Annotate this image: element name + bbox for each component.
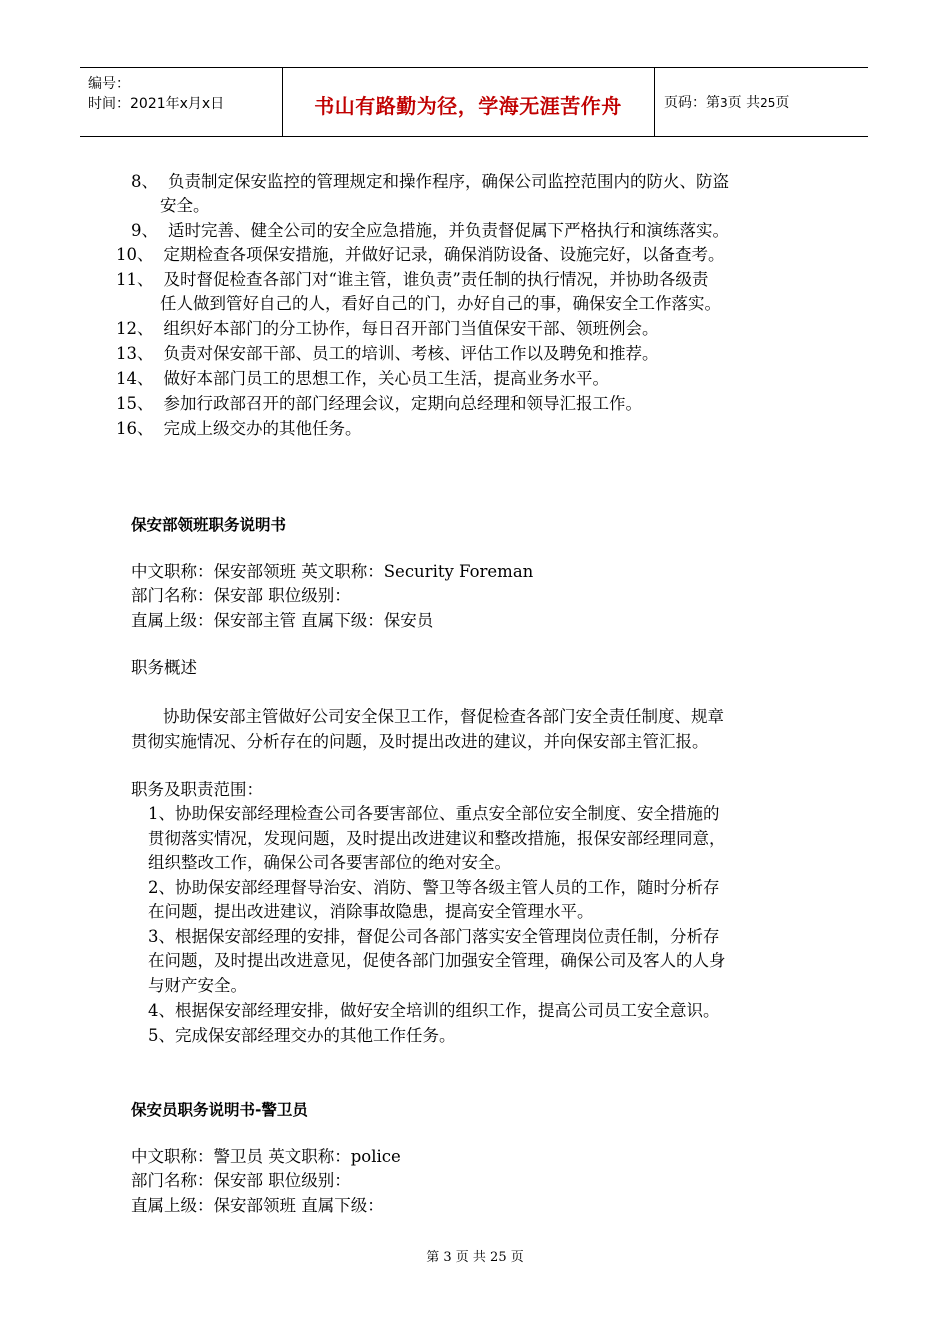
scope-line: 1、协助保安部经理检查公司各要害部位、重点安全部位安全制度、安全措施的 [148, 804, 720, 823]
duty-item-16: 16、 完成上级交办的其他任务。 [116, 419, 362, 438]
overview-paragraph-line: 协助保安部主管做好公司安全保卫工作，督促检查各部门安全责任制度、规章 [163, 707, 724, 726]
page-current: 3 [720, 96, 728, 110]
duty-item-15: 15、 参加行政部召开的部门经理会议，定期向总经理和领导汇报工作。 [116, 394, 642, 413]
duty-item-8: 8、 负责制定保安监控的管理规定和操作程序，确保公司监控范围内的防火、防盗 [131, 172, 729, 191]
scope-line: 2、协助保安部经理督导治安、消防、警卫等各级主管人员的工作，随时分析存 [148, 878, 720, 897]
page-label-pre: 页码：第 [664, 95, 720, 111]
page-total: 25 [760, 96, 776, 110]
scope-line: 在问题，及时提出改进意见，促使各部门加强安全管理，确保公司及客人的人身 [148, 951, 726, 970]
scope-line: 3、根据保安部经理的安排，督促公司各部门落实安全管理岗位责任制，分析存 [148, 927, 720, 946]
section-title-guard: 保安员职务说明书-警卫员 [131, 1101, 308, 1119]
scope-heading: 职务及职责范围： [131, 780, 263, 799]
duty-item-9: 9、 适时完善、健全公司的安全应急措施，并负责督促属下严格执行和演练落实。 [131, 221, 729, 240]
scope-line: 与财产安全。 [148, 976, 247, 995]
scope-line: 4、根据保安部经理安排，做好安全培训的组织工作，提高公司员工安全意识。 [148, 1001, 720, 1020]
duty-item-14: 14、 做好本部门员工的思想工作，关心员工生活，提高业务水平。 [116, 369, 609, 388]
overview-heading: 职务概述 [131, 658, 197, 677]
duty-item-8-cont: 安全。 [160, 196, 210, 215]
guard-info-line: 中文职称：警卫员 英文职称：police [131, 1147, 401, 1166]
duty-item-11: 11、 及时督促检查各部门对“谁主管，谁负责”责任制的执行情况，并协助各级责 [116, 270, 709, 289]
duty-item-10: 10、 定期检查各项保安措施，并做好记录，确保消防设备、设施完好，以备查考。 [116, 245, 725, 264]
duty-item-11-cont: 任人做到管好自己的人，看好自己的门，办好自己的事，确保安全工作落实。 [160, 294, 721, 313]
page-label-mid: 页 共 [727, 95, 761, 111]
scope-line: 5、完成保安部经理交办的其他工作任务。 [148, 1026, 456, 1045]
foreman-info-line: 部门名称：保安部 职位级别： [131, 586, 351, 605]
number-label: 编号： [88, 76, 130, 92]
scope-line: 贯彻落实情况，发现问题，及时提出改进建议和整改措施，报保安部经理同意， [148, 829, 726, 848]
header-divider [654, 68, 655, 136]
guard-info-line: 部门名称：保安部 职位级别： [131, 1171, 351, 1190]
page-footer: 第 3 页 共 25 页 [426, 1250, 524, 1265]
foreman-info-line: 直属上级：保安部主管 直属下级：保安员 [131, 611, 434, 630]
guard-info-line: 直属上级：保安部领班 直属下级： [131, 1196, 384, 1215]
foreman-info-line: 中文职称：保安部领班 英文职称：Security Foreman [131, 562, 534, 581]
page-label-post: 页 [775, 95, 790, 111]
time-label: 时间：2021年x月x日 [88, 96, 225, 112]
duty-item-12: 12、 组织好本部门的分工协作，每日召开部门当值保安干部、领班例会。 [116, 319, 659, 338]
scope-line: 组织整改工作，确保公司各要害部位的绝对安全。 [148, 853, 511, 872]
header-motto: 书山有路勤为径，学海无涯苦作舟 [314, 94, 622, 118]
scope-line: 在问题，提出改进建议，消除事故隐患，提高安全管理水平。 [148, 902, 594, 921]
page-header [80, 67, 868, 137]
section-title-foreman: 保安部领班职务说明书 [131, 516, 287, 534]
overview-paragraph-line: 贯彻实施情况、分析存在的问题，及时提出改进的建议，并向保安部主管汇报。 [131, 732, 709, 751]
duty-item-13: 13、 负责对保安部干部、员工的培训、考核、评估工作以及聘免和推荐。 [116, 344, 659, 363]
page-indicator [664, 92, 789, 112]
header-meta [88, 74, 224, 114]
